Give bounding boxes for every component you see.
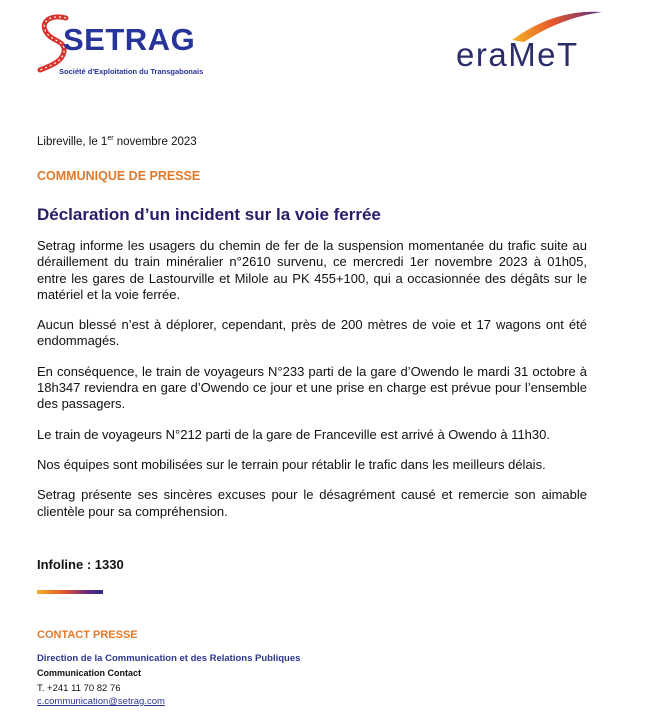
paragraph: Setrag informe les usagers du chemin de fer de la suspension momentanée du trafic suite au déraillement du train minéralier n°2610 survenu, ce mercredi 1er novembre 2023 à 01h05, entre les gares de Lastourville et Milole au PK 455+100, qui a occasionnée des dégâts sur le matériel et la voie ferrée.: [37, 238, 587, 302]
contact-phone: T. +241 11 70 82 76: [37, 683, 121, 694]
infoline: Infoline : 1330: [37, 557, 124, 572]
contact-email-link[interactable]: c.communication@setrag.com: [37, 696, 165, 707]
paragraph: Le train de voyageurs N°212 parti de la gare de Franceville est arrivé à Owendo à 11h30.: [37, 426, 550, 442]
section-label: COMMUNIQUE DE PRESSE: [37, 169, 201, 183]
contact-title: CONTACT PRESSE: [37, 629, 138, 641]
eramet-logo: [452, 8, 612, 72]
gradient-divider: [37, 590, 103, 594]
paragraph: Aucun blessé n’est à déplorer, cependant, près de 200 mètres de voie et 17 wagons ont été endommagés.: [37, 317, 587, 349]
contact-department: Direction de la Communication et des Relations Publiques: [37, 653, 301, 664]
page-title: Déclaration d’un incident sur la voie ferrée: [37, 205, 381, 224]
setrag-logo: [36, 12, 206, 80]
body-text: [37, 238, 587, 534]
contact-name: Communication Contact: [37, 668, 142, 678]
paragraph: Nos équipes sont mobilisées sur le terrain pour rétablir le trafic dans les meilleurs délais.: [37, 456, 546, 472]
setrag-subtitle: Société d'Exploitation du Transgabonais: [59, 67, 204, 76]
paragraph: En conséquence, le train de voyageurs N°233 parti de la gare d’Owendo le mardi 31 octobre à 18h347 reviendra en gare d’Owendo ce jour et une prise en charge est prévue pour l’ensemble des passagers.: [37, 363, 587, 412]
eramet-logo-text: eraMeT: [456, 36, 579, 73]
date-line: Libreville, le 1er novembre 2023: [37, 135, 197, 148]
paragraph: Setrag présente ses sincères excuses pour le désagrément causé et remercie son aimable clientèle pour sa compréhension.: [37, 487, 587, 519]
setrag-logo-text: SETRAG: [63, 22, 196, 57]
